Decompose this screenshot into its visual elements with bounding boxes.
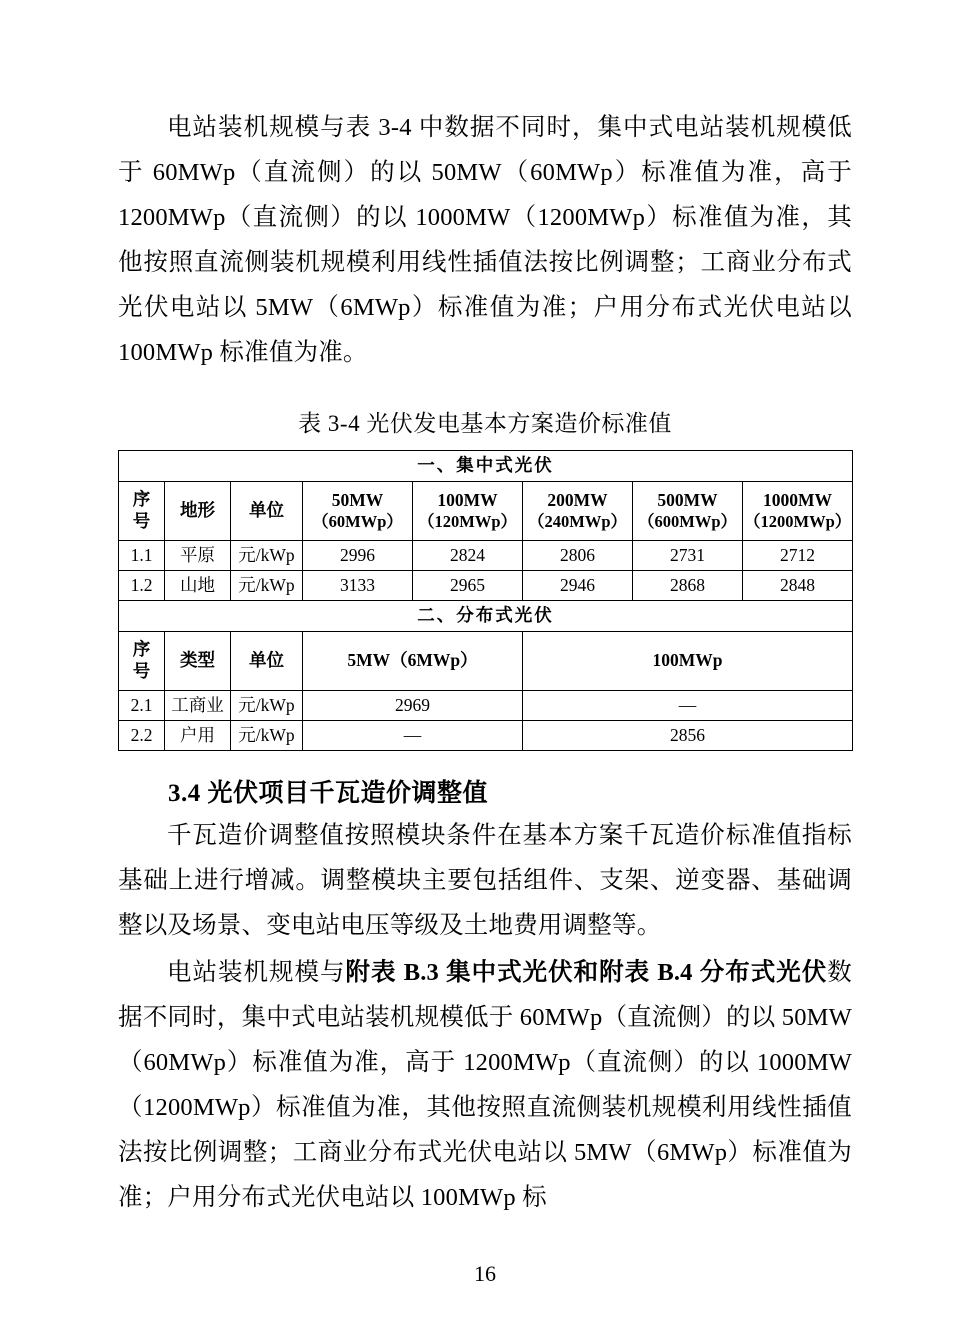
table-caption: 表 3-4 光伏发电基本方案造价标准值 [298, 411, 672, 436]
paragraph-capacity-note-bold: 附表 B.3 集中式光伏和附表 B.4 分布式光伏 [345, 959, 828, 986]
cell-value-1000mw: 2848 [743, 571, 853, 601]
cell-value-500mw: 2731 [633, 541, 743, 571]
header-capacity-1000mw [743, 482, 853, 541]
header-type: 类型 [165, 632, 231, 691]
cell-type: 工商业 [165, 691, 231, 721]
cell-terrain: 平原 [165, 541, 231, 571]
cell-unit: 元/kWp [231, 691, 303, 721]
header-capacity-200mw-line2: （240MWp） [528, 511, 627, 531]
paragraph-intro: 电站装机规模与表 3-4 中数据不同时，集中式电站装机规模低于 60MWp（直流侧）的以 50MW（60MWp）标准值为准，高于 1200MWp（直流侧）的以 1000MW（1200MWp）标准值为准，其他按照直流侧装机规模利用线性插值法按比例调整；工商业分布式光伏电站以 5MW（6MWp）标准值为准；户用分布式光伏电站以 100MWp 标准值为准。 [118, 114, 852, 366]
table-header-row [119, 482, 853, 541]
cell-unit: 元/kWp [231, 571, 303, 601]
header-index-2-line1: 序 [132, 639, 151, 660]
section-title-centralized: 一、集中式光伏 [119, 451, 853, 482]
header-capacity-100mw-line2: （120MWp） [418, 511, 517, 531]
section-title-distributed: 二、分布式光伏 [119, 601, 853, 632]
table-row [119, 541, 853, 571]
page-number: 16 [474, 1261, 496, 1286]
header-capacity-100mwp: 100MWp [523, 632, 853, 691]
cost-standard-table [118, 450, 853, 751]
paragraph-capacity-note [118, 950, 852, 1220]
header-capacity-1000mw-line1: 1000MW [762, 489, 833, 510]
cell-terrain: 山地 [165, 571, 231, 601]
table-row [119, 721, 853, 751]
table-section-header-row [119, 451, 853, 482]
cell-value-5mw: — [303, 721, 523, 751]
header-index-line1: 序 [132, 489, 151, 510]
header-index-line2: 号 [132, 511, 151, 531]
cell-value-100mw: 2965 [413, 571, 523, 601]
cell-unit: 元/kWp [231, 721, 303, 751]
table-row [119, 571, 853, 601]
section-heading-3-4: 3.4 光伏项目千瓦造价调整值 [168, 780, 489, 807]
cell-value-100mwp: 2856 [523, 721, 853, 751]
cell-value-100mw: 2824 [413, 541, 523, 571]
cell-type: 户用 [165, 721, 231, 751]
header-capacity-500mw-line1: 500MW [657, 489, 718, 510]
cell-index: 2.2 [119, 721, 165, 751]
header-capacity-500mw-line2: （600MWp） [638, 511, 737, 531]
cell-value-200mw: 2946 [523, 571, 633, 601]
cell-value-50mw: 3133 [303, 571, 413, 601]
cell-index: 1.1 [119, 541, 165, 571]
header-capacity-200mw-line1: 200MW [547, 489, 608, 510]
cell-index: 1.2 [119, 571, 165, 601]
header-index-2-line2: 号 [132, 661, 151, 681]
header-capacity-5mw: 5MW（6MWp） [303, 632, 523, 691]
cell-value-1000mw: 2712 [743, 541, 853, 571]
cell-index: 2.1 [119, 691, 165, 721]
paragraph-capacity-note-part1: 电站装机规模与 [167, 959, 346, 986]
header-capacity-1000mw-line2: （1200MWp） [744, 511, 852, 531]
header-capacity-50mw-line1: 50MW [331, 489, 384, 510]
table-section-header-row [119, 601, 853, 632]
paragraph-capacity-note-part2: 数据不同时，集中式电站装机规模低于 60MWp（直流侧）的以 50MW（60MWp）标准值为准，高于 1200MWp（直流侧）的以 1000MW（1200MWp）标准值为准，其他按照直流侧装机规模利用线性插值法按比例调整；工商业分布式光伏电站以 5MW（6MWp）标准值为准；户用分布式光伏电站以 100MWp 标 [118, 959, 852, 1211]
cell-value-100mwp: — [523, 691, 853, 721]
header-capacity-50mw-line2: （60MWp） [312, 511, 403, 531]
header-index [119, 482, 165, 541]
header-capacity-50mw [303, 482, 413, 541]
table-header-row [119, 632, 853, 691]
header-capacity-500mw [633, 482, 743, 541]
cell-unit: 元/kWp [231, 541, 303, 571]
header-index-2 [119, 632, 165, 691]
cell-value-200mw: 2806 [523, 541, 633, 571]
header-capacity-100mw [413, 482, 523, 541]
header-unit: 单位 [231, 482, 303, 541]
paragraph-adjustment: 千瓦造价调整值按照模块条件在基本方案千瓦造价标准值指标基础上进行增减。调整模块主要包括组件、支架、逆变器、基础调整以及场景、变电站电压等级及土地费用调整等。 [118, 822, 852, 939]
cell-value-50mw: 2996 [303, 541, 413, 571]
header-unit-2: 单位 [231, 632, 303, 691]
header-terrain: 地形 [165, 482, 231, 541]
cell-value-500mw: 2868 [633, 571, 743, 601]
table-row [119, 691, 853, 721]
header-capacity-200mw [523, 482, 633, 541]
cell-value-5mw: 2969 [303, 691, 523, 721]
header-capacity-100mw-line1: 100MW [437, 489, 498, 510]
